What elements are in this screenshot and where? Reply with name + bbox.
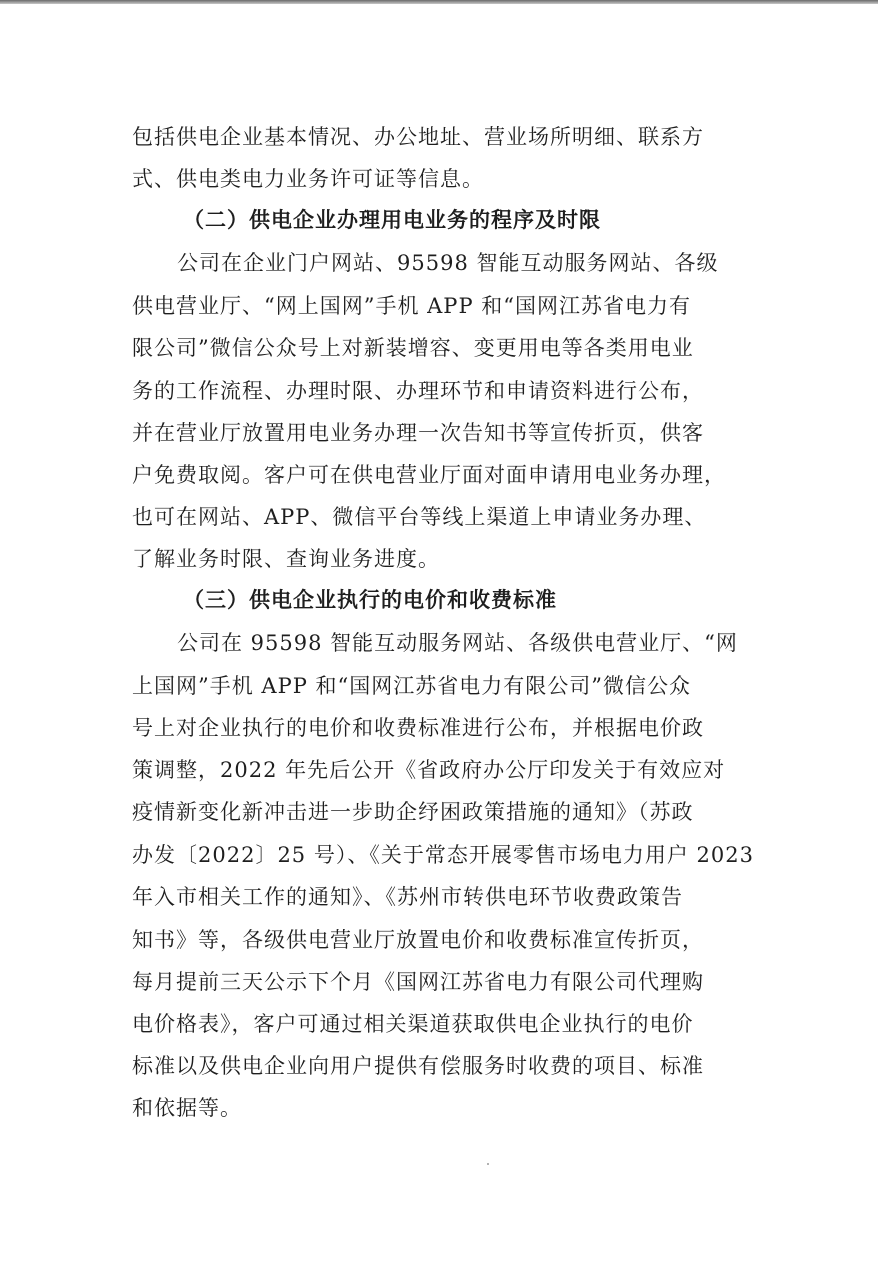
paragraph-3-line-5: 疫情新变化新冲击进一步助企纾困政策措施的通知》（苏政	[132, 800, 694, 824]
paragraph-3-line-3: 号上对企业执行的电价和收费标准进行公布，并根据电价政	[132, 716, 704, 740]
paragraph-3-line-6: 办发〔2022〕25 号）、《关于常态开展零售市场电力用户 2023	[132, 843, 754, 867]
paragraph-3-line-8: 知书》等，各级供电营业厅放置电价和收费标准宣传折页，	[132, 928, 704, 952]
paragraph-2-line-3: 限公司”微信公众号上对新装增容、变更用电等各类用电业	[132, 336, 694, 360]
scan-speck	[487, 1163, 489, 1165]
section-heading-3: （三）供电企业执行的电价和收费标准	[183, 588, 557, 612]
section-heading-2: （二）供电企业办理用电业务的程序及时限	[183, 208, 601, 232]
paragraph-3-line-1: 公司在 95598 智能互动服务网站、各级供电营业厅、“网	[177, 631, 738, 655]
paragraph-3-line-4: 策调整，2022 年先后公开《省政府办公厅印发关于有效应对	[132, 758, 726, 782]
paragraph-2-line-4: 务的工作流程、办理时限、办理环节和申请资料进行公布，	[132, 379, 704, 403]
paragraph-3-line-7: 年入市相关工作的通知》、《苏州市转供电环节收费政策告	[132, 885, 683, 909]
paragraph-2-line-1: 公司在企业门户网站、95598 智能互动服务网站、各级	[177, 251, 719, 275]
paragraph-2-line-7: 也可在网站、APP、微信平台等线上渠道上申请业务办理、	[132, 505, 707, 529]
paragraph-2-line-8: 了解业务时限、查询业务进度。	[132, 547, 440, 571]
paragraph-2-line-5: 并在营业厅放置用电业务办理一次告知书等宣传折页，供客	[132, 421, 704, 445]
paragraph-1-line-2: 式、供电类电力业务许可证等信息。	[132, 167, 484, 191]
paragraph-3-line-2: 上国网”手机 APP 和“国网江苏省电力有限公司”微信公众	[132, 674, 691, 698]
paragraph-3-line-11: 标准以及供电企业向用户提供有偿服务时收费的项目、标准	[132, 1054, 704, 1078]
paragraph-2-line-6: 户免费取阅。客户可在供电营业厅面对面申请用电业务办理，	[132, 463, 726, 487]
paragraph-3-line-10: 电价格表》，客户可通过相关渠道获取供电企业执行的电价	[132, 1012, 694, 1036]
paragraph-3-line-9: 每月提前三天公示下个月《国网江苏省电力有限公司代理购	[132, 970, 704, 994]
paragraph-1-line-1: 包括供电企业基本情况、办公地址、营业场所明细、联系方	[132, 125, 704, 149]
paragraph-3-line-12: 和依据等。	[132, 1096, 242, 1120]
paragraph-2-line-2: 供电营业厅、“网上国网”手机 APP 和“国网江苏省电力有	[132, 294, 691, 318]
